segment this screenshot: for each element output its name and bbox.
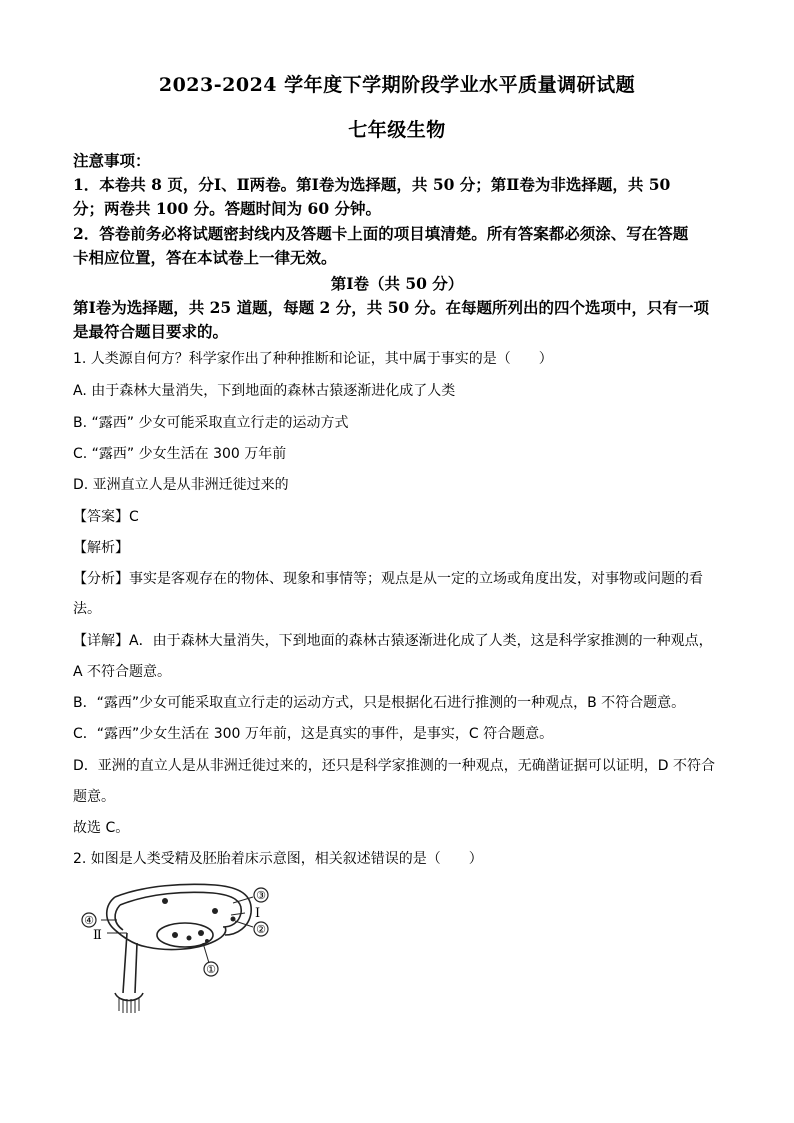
notice-item-2-line-1: 2．答卷前务必将试题密封线内及答题卡上面的项目填清楚。所有答案都必须涂、写在答题 [73, 224, 689, 243]
label-4: ④ [84, 914, 94, 927]
q1-conclusion: 故选 C。 [73, 820, 130, 836]
q1-answer [73, 506, 139, 526]
notice-item-1-line-2: 分；两卷共 100 分。答题时间为 60 分钟。 [73, 199, 382, 218]
q1-detail-d-line-2: 题意。 [73, 789, 115, 805]
fenxi-tag: 【分析】 [73, 571, 129, 587]
section-1-desc-line-1: 第Ⅰ卷为选择题，共 25 道题，每题 2 分，共 50 分。在每题所列出的四个选项中，只有一项 [73, 298, 710, 317]
q1-detail-d-line-1: D．亚洲的直立人是从非洲迁徙过来的，还只是科学家推测的一种观点，无确凿证据可以证明，D 不符合 [73, 758, 716, 774]
label-1: ① [206, 963, 216, 976]
q1-option-d: D. 亚洲直立人是从非洲迁徙过来的 [73, 477, 289, 493]
notice-heading: 注意事项： [73, 151, 151, 170]
q1-detail-a-line-1: 【详解】A．由于森林大量消失，下到地面的森林古猿逐渐进化成了人类，这是科学家推测的一种观点， [73, 633, 713, 649]
q1-detail-b: B．“露西”少女可能采取直立行走的运动方式，只是根据化石进行推测的一种观点，B 不符合题意。 [73, 695, 686, 711]
analysis-tag: 【解析】 [73, 540, 129, 556]
q1-option-b: B. “露西” 少女可能采取直立行走的运动方式 [73, 415, 349, 431]
q1-detail-a-line-2: A 不符合题意。 [73, 664, 172, 680]
q1-fenxi-line-2: 法。 [73, 601, 101, 617]
page-subtitle: 七年级生物 [348, 119, 446, 141]
page-title: 2023-2024 学年度下学期阶段学业水平质量调研试题 [158, 74, 636, 96]
answer-tag: 【答案】 [73, 509, 129, 525]
notice-item-2-line-2: 卡相应位置，答在本试卷上一律无效。 [73, 248, 337, 267]
detail-tag: 【详解】 [73, 633, 129, 649]
notice-item-1-line-1: 1．本卷共 8 页，分Ⅰ、Ⅱ两卷。第Ⅰ卷为选择题，共 50 分；第Ⅱ卷为非选择题，共 50 [73, 175, 671, 194]
q1-detail-c: C．“露西”少女生活在 300 万年前，这是真实的事件，是事实，C 符合题意。 [73, 726, 554, 742]
label-roman-1: Ⅰ [255, 906, 261, 921]
label-roman-2: Ⅱ [93, 928, 102, 943]
q1-stem: 1. 人类源自何方？科学家作出了种种推断和论证，其中属于事实的是（ ） [73, 351, 553, 367]
answer-value: C [129, 509, 139, 525]
label-3: ③ [256, 889, 266, 902]
label-2: ② [256, 923, 266, 936]
q1-option-a: A. 由于森林大量消失，下到地面的森林古猿逐渐进化成了人类 [73, 383, 456, 399]
q1-option-c: C. “露西” 少女生活在 300 万年前 [73, 446, 287, 462]
q1-fenxi-line-1: 【分析】事实是客观存在的物体、现象和事情等；观点是从一定的立场或角度出发，对事物或问题的看 [73, 571, 703, 587]
q2-stem: 2. 如图是人类受精及胚胎着床示意图，相关叙述错误的是（ ） [73, 851, 483, 867]
section-1-heading: 第Ⅰ卷（共 50 分） [330, 274, 464, 293]
fertilization-diagram [75, 875, 285, 1015]
section-1-desc-line-2: 是最符合题目要求的。 [73, 322, 229, 341]
